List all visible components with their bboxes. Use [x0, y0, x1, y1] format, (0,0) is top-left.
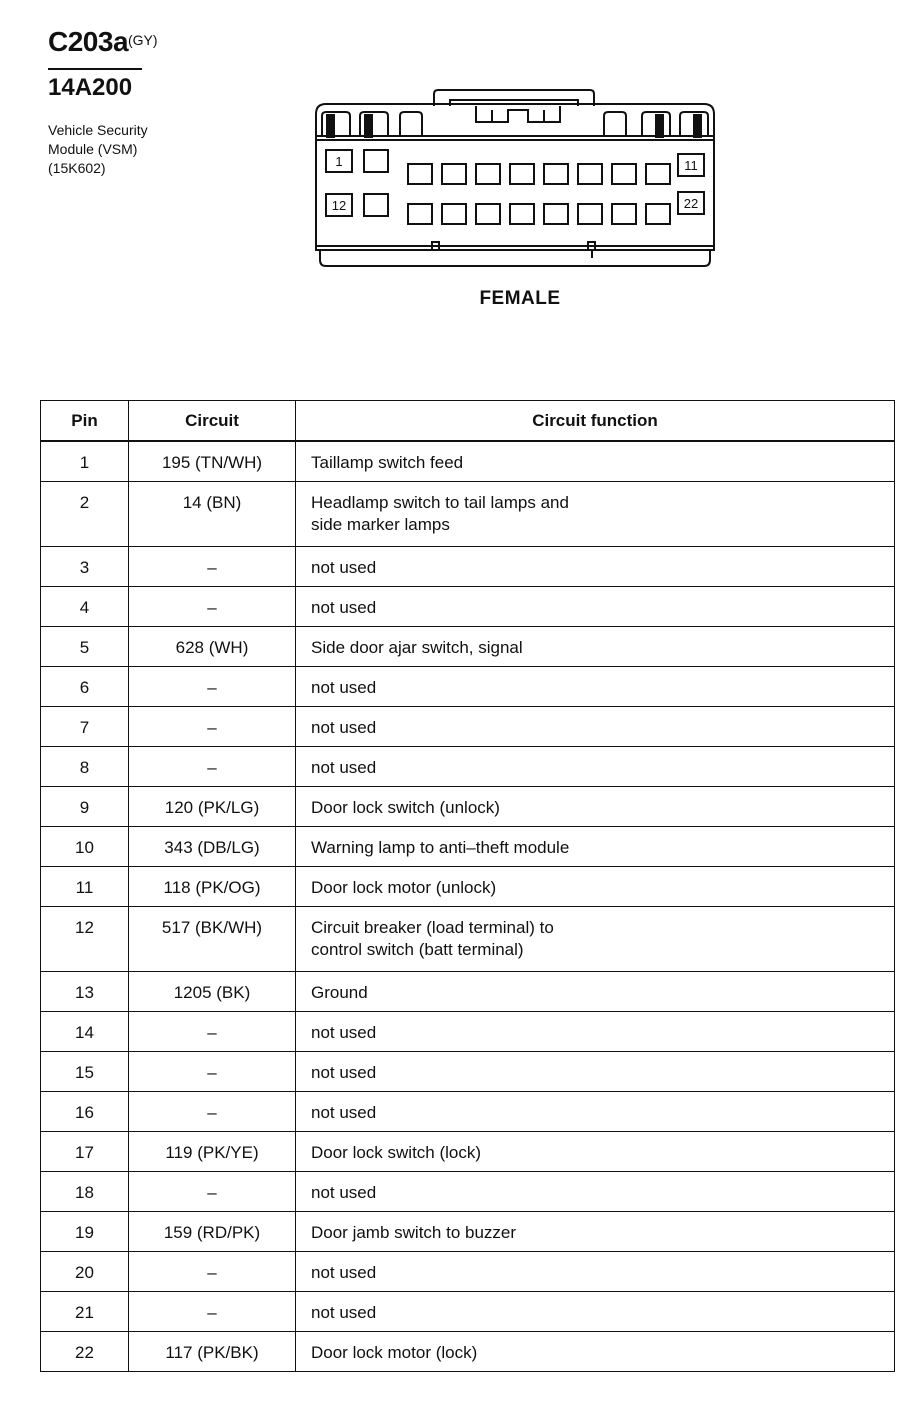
table-row — [41, 667, 895, 707]
circuit-function-cell — [296, 482, 895, 547]
module-description-line: Vehicle Security — [48, 122, 148, 138]
circuit-function-line: not used — [311, 1183, 377, 1202]
pinout-table — [40, 400, 895, 1372]
circuit-function-line: not used — [311, 1263, 377, 1282]
circuit-function-cell — [296, 627, 895, 667]
table-row — [41, 1292, 895, 1332]
module-description-line: (15K602) — [48, 160, 106, 176]
circuit-function-cell — [296, 667, 895, 707]
circuit-cell: – — [129, 587, 296, 627]
circuit-cell: – — [129, 547, 296, 587]
circuit-cell: – — [129, 667, 296, 707]
circuit-cell: 159 (RD/PK) — [129, 1212, 296, 1252]
circuit-function-cell — [296, 1132, 895, 1172]
pin-number-cell: 13 — [41, 972, 129, 1012]
circuit-function-line: not used — [311, 1023, 377, 1042]
circuit-function-line: side marker lamps — [311, 515, 450, 534]
circuit-function-line: not used — [311, 758, 377, 777]
circuit-cell: – — [129, 1172, 296, 1212]
circuit-function-cell — [296, 587, 895, 627]
circuit-cell: – — [129, 1012, 296, 1052]
circuit-function-cell — [296, 867, 895, 907]
table-row — [41, 482, 895, 547]
table-row — [41, 1132, 895, 1172]
table-row — [41, 587, 895, 627]
circuit-cell: – — [129, 747, 296, 787]
table-row — [41, 827, 895, 867]
pin-label-22: 22 — [683, 196, 699, 211]
pin-number-cell: 5 — [41, 627, 129, 667]
pin-number-cell: 21 — [41, 1292, 129, 1332]
circuit-function-line: not used — [311, 678, 377, 697]
circuit-function-line: not used — [311, 1303, 377, 1322]
connector-color-code: (GY) — [128, 32, 158, 48]
circuit-function-line: Side door ajar switch, signal — [311, 638, 523, 657]
pin-label-12: 12 — [331, 198, 347, 213]
connector-face-diagram — [312, 88, 718, 274]
circuit-function-line: not used — [311, 718, 377, 737]
pin-number-cell: 17 — [41, 1132, 129, 1172]
circuit-function-cell — [296, 1052, 895, 1092]
table-row — [41, 1052, 895, 1092]
circuit-cell: 517 (BK/WH) — [129, 907, 296, 972]
pin-number-cell: 8 — [41, 747, 129, 787]
table-row — [41, 1092, 895, 1132]
circuit-function-cell — [296, 547, 895, 587]
circuit-cell: 117 (PK/BK) — [129, 1332, 296, 1372]
table-row — [41, 787, 895, 827]
circuit-cell: 14 (BN) — [129, 482, 296, 547]
circuit-cell: 119 (PK/YE) — [129, 1132, 296, 1172]
circuit-cell: – — [129, 1052, 296, 1092]
pin-number-cell: 10 — [41, 827, 129, 867]
pin-number-cell: 18 — [41, 1172, 129, 1212]
circuit-function-line: not used — [311, 558, 377, 577]
pin-number-cell: 20 — [41, 1252, 129, 1292]
circuit-function-cell — [296, 707, 895, 747]
table-row — [41, 1012, 895, 1052]
circuit-function-cell — [296, 441, 895, 482]
circuit-cell: 120 (PK/LG) — [129, 787, 296, 827]
circuit-function-line: Door lock switch (unlock) — [311, 798, 500, 817]
pin-number-cell: 19 — [41, 1212, 129, 1252]
circuit-cell: 343 (DB/LG) — [129, 827, 296, 867]
circuit-cell: – — [129, 1092, 296, 1132]
pin-number-cell: 2 — [41, 482, 129, 547]
circuit-function-cell — [296, 1012, 895, 1052]
circuit-cell: 195 (TN/WH) — [129, 441, 296, 482]
circuit-function-line: Door jamb switch to buzzer — [311, 1223, 517, 1242]
table-row — [41, 627, 895, 667]
pinout-table-body — [41, 441, 895, 1372]
pin-label-11: 11 — [684, 158, 698, 173]
pin-number-cell: 4 — [41, 587, 129, 627]
table-row — [41, 867, 895, 907]
pin-label-1: 1 — [335, 154, 343, 169]
circuit-function-cell — [296, 787, 895, 827]
circuit-function-line: Warning lamp to anti–theft module — [311, 838, 570, 857]
pin-number-cell: 11 — [41, 867, 129, 907]
circuit-function-cell — [296, 1172, 895, 1212]
circuit-cell: – — [129, 707, 296, 747]
circuit-function-cell — [296, 1092, 895, 1132]
connector-gender-label: FEMALE — [479, 288, 561, 309]
circuit-function-line: Circuit breaker (load terminal) to — [311, 918, 554, 937]
circuit-function-line: Ground — [311, 983, 368, 1002]
circuit-cell: – — [129, 1252, 296, 1292]
circuit-function-line: not used — [311, 1063, 377, 1082]
circuit-function-line: Door lock switch (lock) — [311, 1143, 482, 1162]
pin-number-cell: 22 — [41, 1332, 129, 1372]
pin-number-cell: 16 — [41, 1092, 129, 1132]
table-row — [41, 1252, 895, 1292]
column-header-circuit-function: Circuit function — [296, 401, 895, 442]
table-row — [41, 547, 895, 587]
pin-number-cell: 12 — [41, 907, 129, 972]
table-header-row — [41, 401, 895, 442]
column-header-circuit: Circuit — [129, 401, 296, 442]
circuit-function-cell — [296, 827, 895, 867]
pin-number-cell: 1 — [41, 441, 129, 482]
connector-code: C203a — [48, 26, 129, 57]
circuit-function-line: Taillamp switch feed — [311, 453, 464, 472]
module-description-line: Module (VSM) — [48, 141, 138, 157]
header-divider — [48, 68, 142, 70]
table-row — [41, 1212, 895, 1252]
circuit-cell: 628 (WH) — [129, 627, 296, 667]
circuit-function-cell — [296, 1292, 895, 1332]
pin-number-cell: 14 — [41, 1012, 129, 1052]
column-header-pin: Pin — [41, 401, 129, 442]
circuit-function-cell — [296, 907, 895, 972]
pin-number-cell: 7 — [41, 707, 129, 747]
circuit-function-line: Door lock motor (lock) — [311, 1343, 478, 1362]
pin-number-cell: 6 — [41, 667, 129, 707]
circuit-function-line: Door lock motor (unlock) — [311, 878, 497, 897]
table-row — [41, 1172, 895, 1212]
circuit-cell: 118 (PK/OG) — [129, 867, 296, 907]
circuit-cell: 1205 (BK) — [129, 972, 296, 1012]
pin-number-cell: 9 — [41, 787, 129, 827]
table-row — [41, 972, 895, 1012]
circuit-function-line: Headlamp switch to tail lamps and — [311, 493, 569, 512]
circuit-function-cell — [296, 972, 895, 1012]
table-row — [41, 707, 895, 747]
table-row — [41, 907, 895, 972]
pin-number-cell: 3 — [41, 547, 129, 587]
circuit-function-line: not used — [311, 1103, 377, 1122]
circuit-function-cell — [296, 747, 895, 787]
circuit-cell: – — [129, 1292, 296, 1332]
pin-number-cell: 15 — [41, 1052, 129, 1092]
circuit-function-cell — [296, 1252, 895, 1292]
table-row — [41, 747, 895, 787]
circuit-function-cell — [296, 1212, 895, 1252]
table-row — [41, 1332, 895, 1372]
module-description — [48, 121, 208, 178]
circuit-function-cell — [296, 1332, 895, 1372]
circuit-function-line: not used — [311, 598, 377, 617]
part-number: 14A200 — [48, 74, 133, 101]
circuit-function-line: control switch (batt terminal) — [311, 940, 524, 959]
table-row — [41, 441, 895, 482]
